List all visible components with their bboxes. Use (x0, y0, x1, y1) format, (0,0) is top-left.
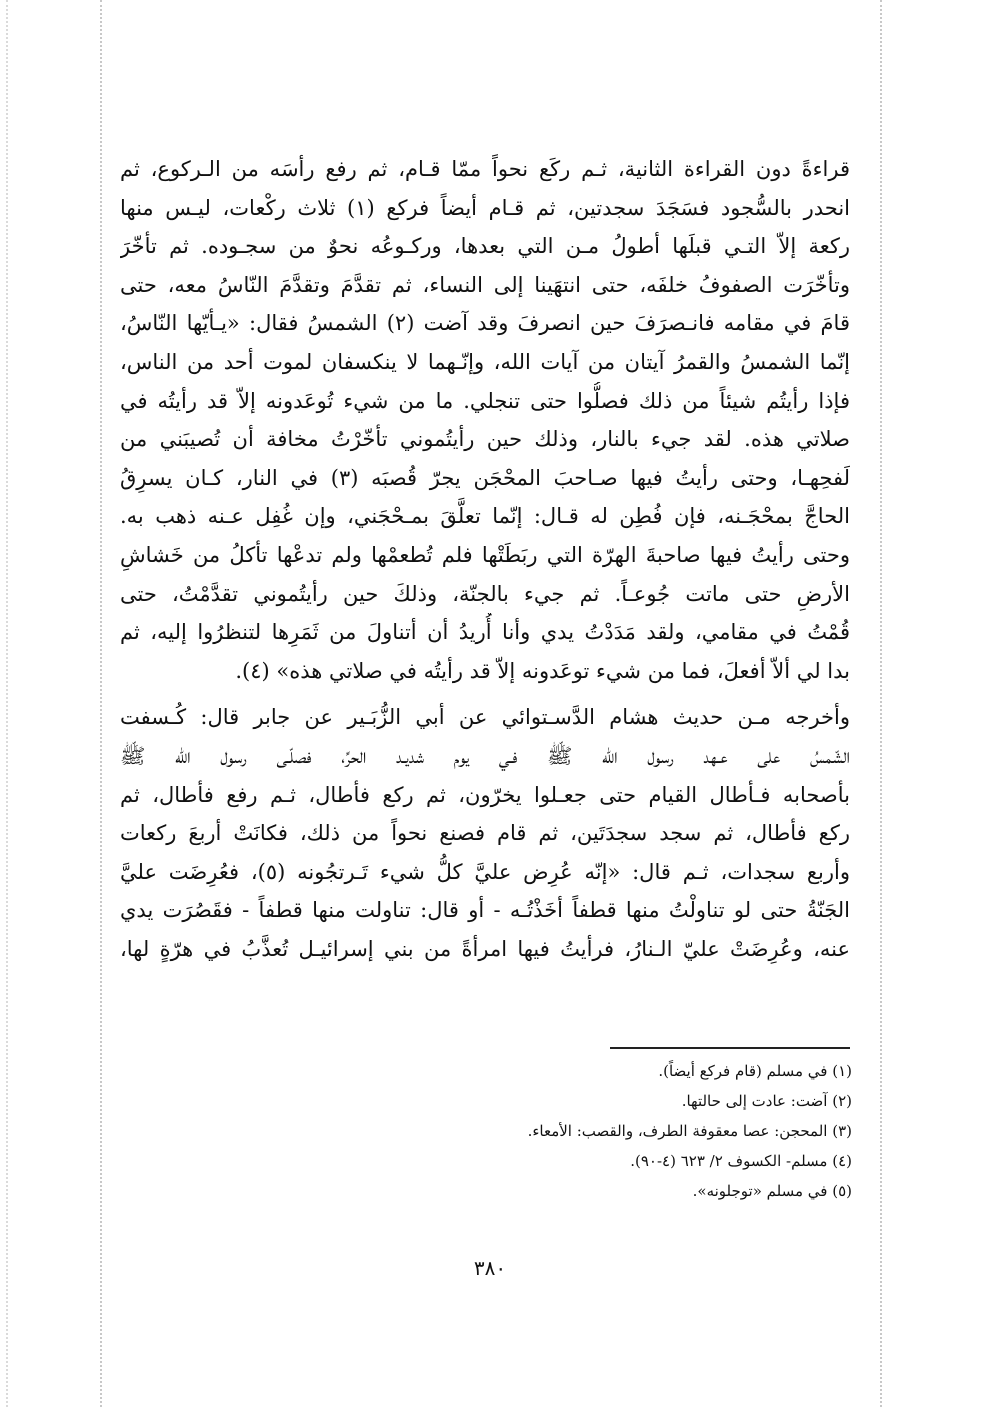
footnotes (300, 1056, 852, 1206)
text-line: الجَنّةُ حتى لو تناولْتُ منها قطفاً أخَذْتُـه - أو قال: تناولت منها قطفاً - فقَصُرَت يدي (120, 898, 850, 923)
text-line: قراءةً دون القراءة الثانية، ثـم ركَع نحواً ممّا قـام، ثم رفع رأسَه من الـركوع، ثم (120, 157, 850, 181)
text-line: وتأخّرَت الصفوفُ خلفَه، حتى انتهَينا إلى النساء، ثم تقدَّمَ وتقدَّمَ النّاسُ معه، حتى (120, 272, 850, 297)
text-line: وأربع سجدات، ثـم قال: «إنّه عُرِض عليَّ كلُّ شيء تَـرتجُونه (٥)، فعُرِضَت عليَّ (120, 859, 850, 884)
left-margin-guide (100, 0, 102, 1407)
text-line: الأرضِ حتى ماتت جُوعـاً. ثم جيء بالجنّة، وذلكَ حين رأيتُموني تقدَّمْتُ، حتى (120, 581, 850, 606)
footnote: (٥) في مسلم «توجلونه». (692, 1182, 852, 1200)
text-line: انحدر بالسُّجود فسَجَدَ سجدتين، ثم قـام أيضاً فركع (١) ثلاث ركْعات، ليـس منها (120, 195, 850, 220)
paragraph-gap (120, 690, 850, 698)
text-line: ركعة إلاّ التـي قبلَها أطولُ مـن التي بعدها، وركـوعُه نحوٌ من سجـوده. ثم تأخّرَ (120, 234, 850, 259)
text-line: إنّما الشمسُ والقمرُ آيتان من آيات الله، وإنّـهما لا ينكسفان لموت أحد من الناس، (120, 349, 850, 374)
text-line: وأخرجه مـن حديث هشام الدَّسـتوائي عن أبي الزُّبَـير عن جابر قال: كُـسفت (120, 705, 850, 730)
footnote: (٣) المحجن: عصا معقوفة الطرف، والقصب: الأمعاء. (527, 1122, 852, 1140)
text-line: لَفحِهـا، وحتى رأيتُ فيها صـاحبَ المحْجَن يجرّ قُصبَه (٣) في النار، كـان يسرِقُ (120, 465, 850, 490)
text-line: بأصحابه فـأطال القيام حتى جعـلوا يخرّون، ثم ركع فأطال، ثـم رفع فأطال، ثم (120, 782, 850, 807)
text-line: الحاجَّ بمحْجَـنه، فإن فُطِن له قـال: إنّما تعلَّقَ بمـحْجَني، وإن غُفِل عـنه ذهب به. (120, 504, 850, 529)
main-text (120, 150, 850, 968)
text-line: صلاتي هذه. لقد جيء بالنار، وذلك حين رأيتُموني تأخّرْتُ مخافة أن تُصيبَني من (120, 427, 850, 452)
footnote: (٢) آضت: عادت إلى حالتها. (681, 1092, 852, 1110)
right-margin-guide (880, 0, 882, 1407)
text-line: بدا لي ألاّ أفعلَ، فما من شيء توعَدونه إلاّ قد رأيتُه في صلاتي هذه» (٤). (235, 658, 850, 683)
text-line: وحتى رأيتُ فيها صاحبةَ الهرّة التي ربَطَتْها فلم تُطعمْها ولم تدعْها تأكلُ من خَشاشِ (120, 542, 850, 567)
footnote-separator (610, 1047, 850, 1049)
text-line: ركع فأطال، ثم سجد سجدَتَين، ثم قام فصنع نحواً من ذلك، فكانَتْ أربعَ ركعات (120, 821, 850, 846)
scan-edge-artifact (6, 0, 8, 1407)
page-number: ٣٨٠ (473, 1256, 507, 1280)
text-line: عنه، وعُرِضَتْ عليّ الـنارُ، فرأيتُ فيها امرأةً من بني إسرائيـل تُعذَّبُ في هرّةٍ لها، (120, 936, 850, 961)
text-line: قامَ في مقامه فانـصرَفَ حين انصرفَ وقد آضت (٢) الشمسُ فقال: «يـأيّها النّاسُ، (120, 311, 850, 336)
text-line: فإذا رأيتُم شيئاً من ذلك فصلُّوا حتى تنجلي. ما من شيء تُوعَدونه إلاّ قد رأيتُه في (120, 388, 850, 413)
text-line: قُمْتُ في مقامي، ولقد مَدَدْتُ يدي وأنا أُريدُ أن أتناولَ من ثَمَرِها لتنظرُوا إليه، ثم (120, 620, 850, 645)
text-line: الشّمسُ على عـهد رسول الله ﷺ فـي يوم شديـد الحرِّ، فصلّـى رسول الله ﷺ (120, 743, 850, 768)
footnote: (٤) مسلم- الكسوف ٢/ ٦٢٣ (٤-٩٠). (630, 1152, 852, 1170)
footnote: (١) في مسلم (قام فركع أيضاً). (658, 1062, 852, 1080)
